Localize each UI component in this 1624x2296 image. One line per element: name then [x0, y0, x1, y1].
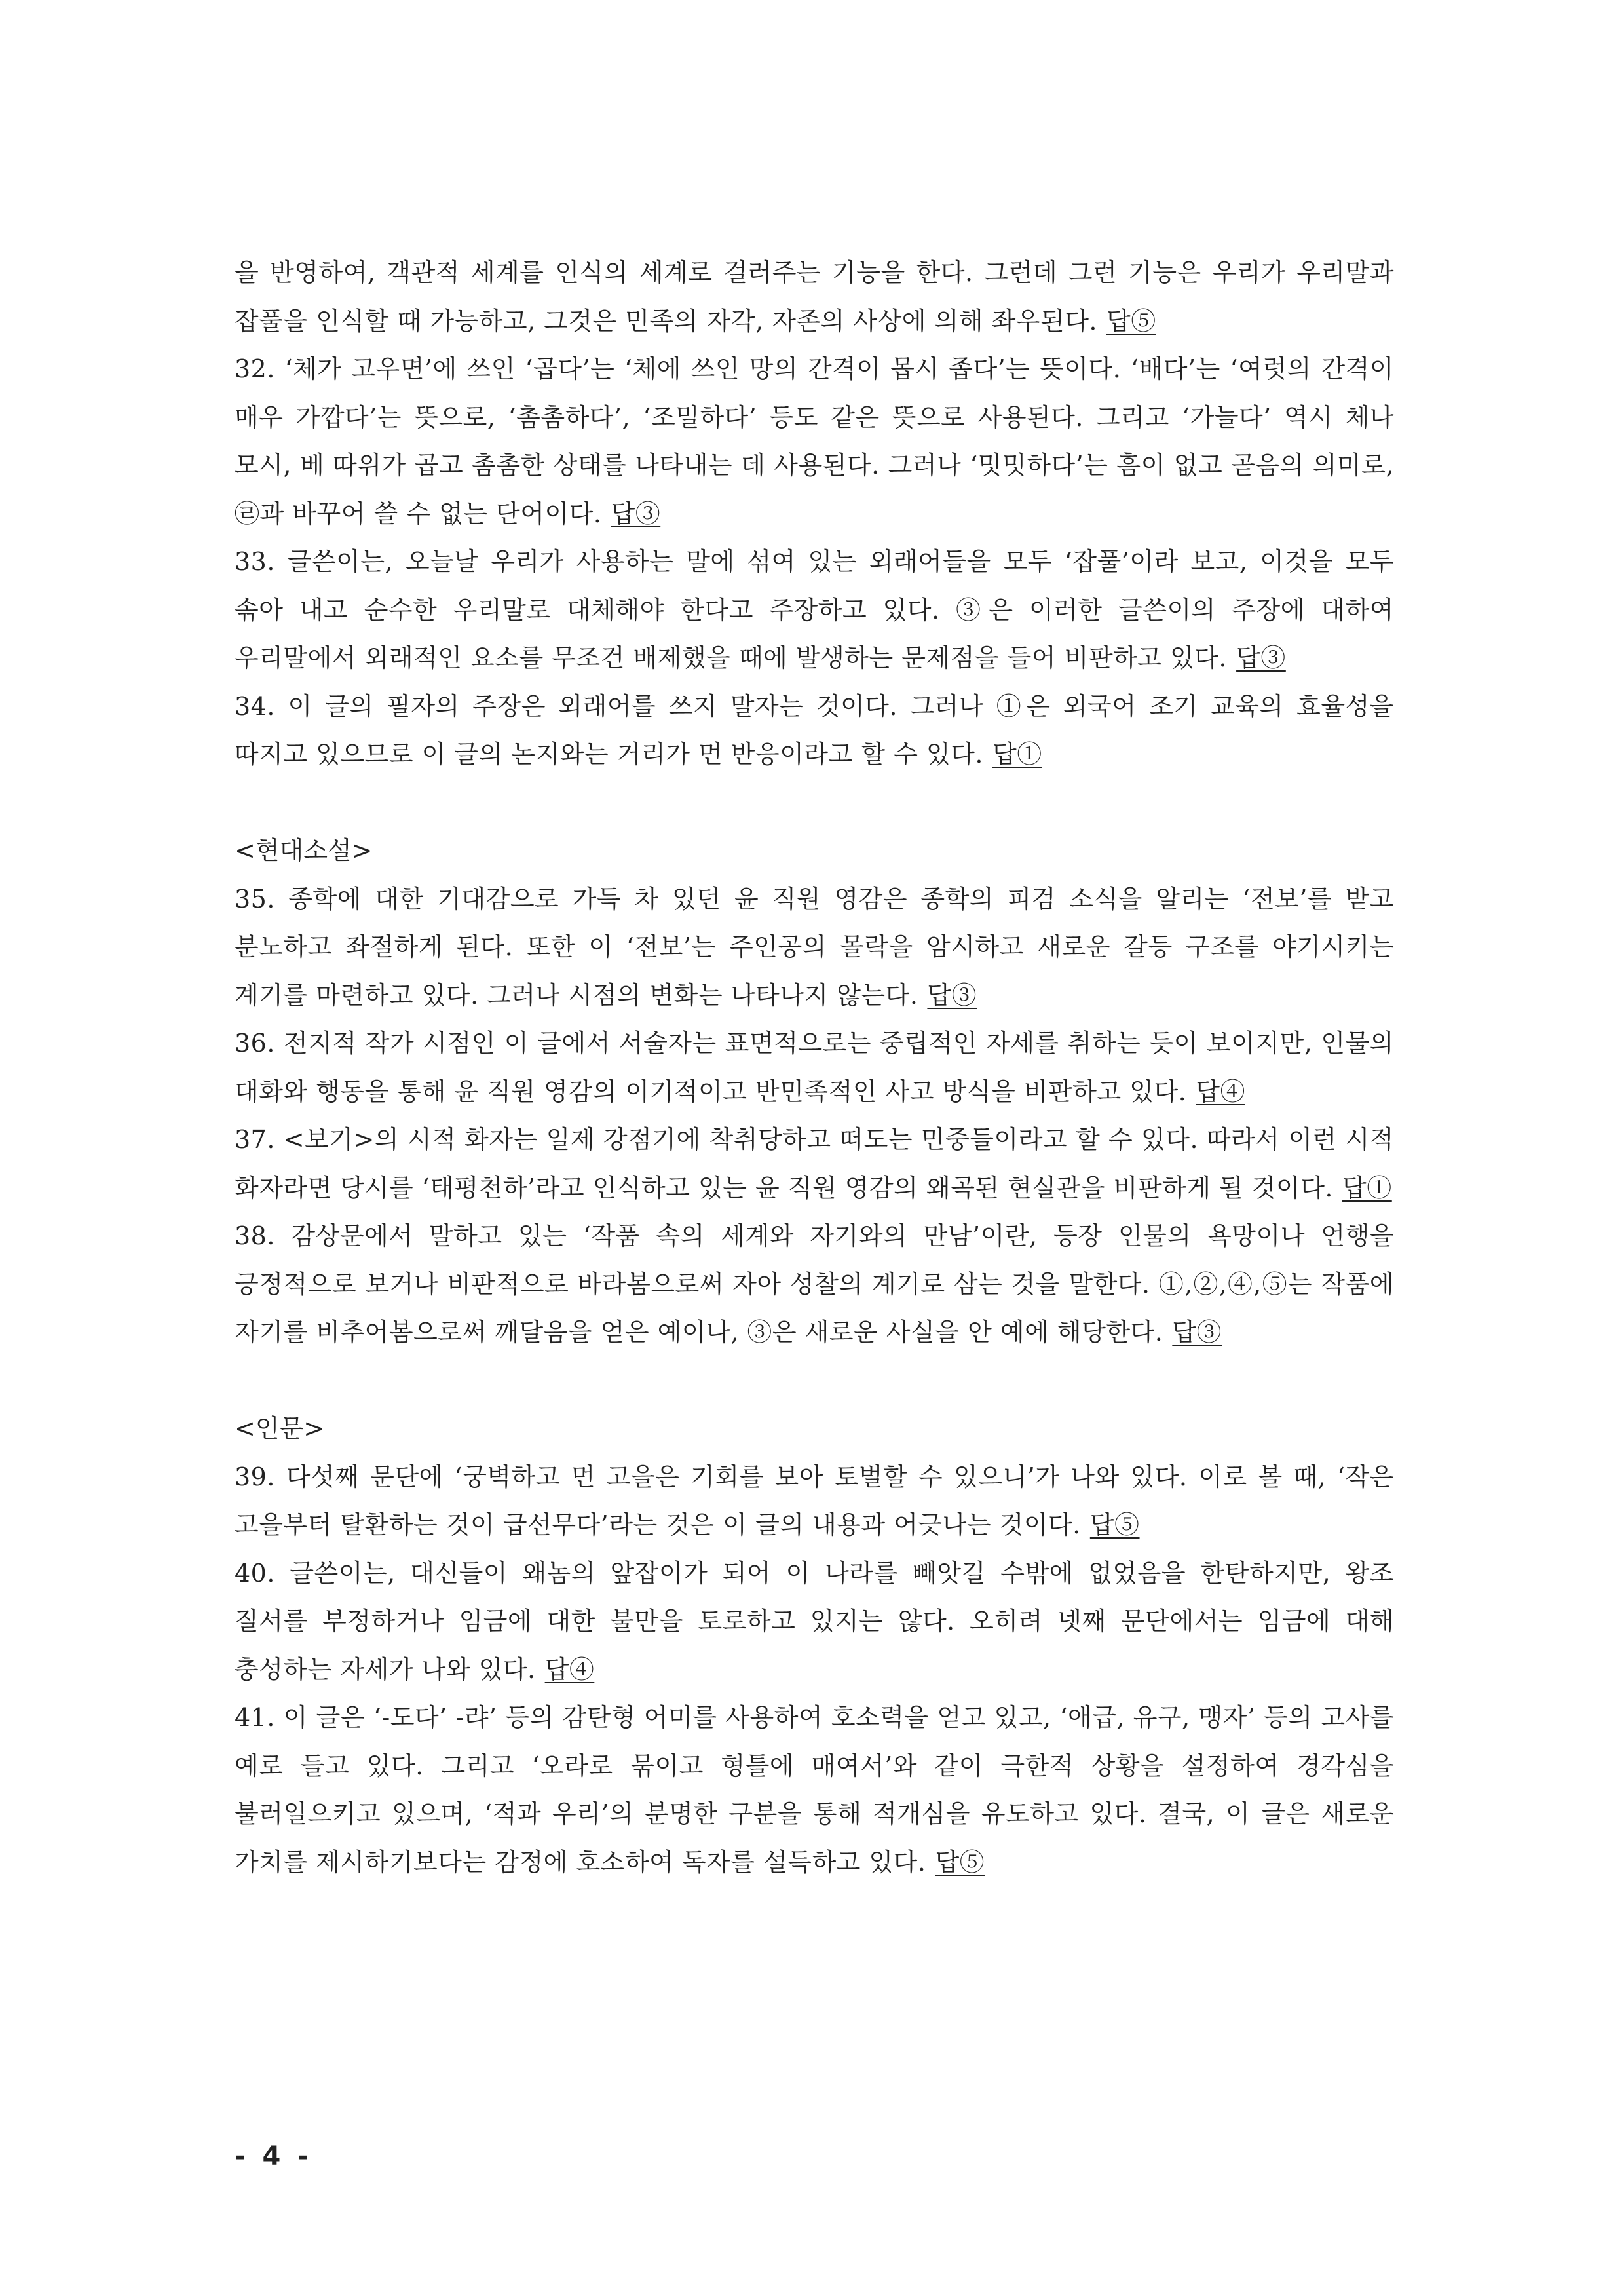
paragraph-q33 — [235, 538, 1394, 683]
paragraph-q35 — [235, 875, 1394, 1020]
section-header-modern-novel: <현대소설> — [235, 836, 373, 865]
paragraph-q36 — [235, 1020, 1394, 1116]
answer-label: 답③ — [1236, 643, 1286, 672]
document-body — [235, 249, 1394, 1886]
paragraph-q41 — [235, 1694, 1394, 1886]
page-number: - 4 - — [235, 2141, 312, 2172]
paragraph-q39 — [235, 1453, 1394, 1550]
paragraph-text: 34. 이 글의 필자의 주장은 외래어를 쓰지 말자는 것이다. 그러나 ①은 외국어 조기 교육의 효율성을 따지고 있으므로 이 글의 논지와는 거리가 먼 반응이라고 할 수 있다. — [235, 691, 1394, 769]
answer-label: 답③ — [611, 499, 661, 528]
paragraph-continuation — [235, 249, 1394, 345]
paragraph-q40 — [235, 1550, 1394, 1694]
answer-label: 답① — [1342, 1173, 1392, 1202]
answer-label: 답③ — [927, 980, 977, 1010]
paragraph-q32 — [235, 345, 1394, 538]
paragraph-text: 38. 감상문에서 말하고 있는 ‘작품 속의 세계와 자기와의 만남’이란, 등장 인물의 욕망이나 언행을 긍정적으로 보거나 비판적으로 바라봄으로써 자아 성찰의 계기로 삼는 것을 말한다. ①,②,④,⑤는 작품에 자기를 비추어봄으로써 깨달음을 얻은 예이나, ③은 새로운 사실을 안 예에 해당한다. — [235, 1221, 1394, 1347]
section-header-humanities: <인문> — [235, 1414, 325, 1443]
paragraph-text: 39. 다섯째 문단에 ‘궁벽하고 먼 고을은 기회를 보아 토벌할 수 있으니’가 나와 있다. 이로 볼 때, ‘작은 고을부터 탈환하는 것이 급선무다’라는 것은 이 글의 내용과 어긋나는 것이다. — [235, 1462, 1394, 1539]
paragraph-text: 을 반영하여, 객관적 세계를 인식의 세계로 걸러주는 기능을 한다. 그런데 그런 기능은 우리가 우리말과 잡풀을 인식할 때 가능하고, 그것은 민족의 자각, 자존의 사상에 의해 좌우된다. — [235, 258, 1394, 335]
answer-label: 답⑤ — [1089, 1510, 1140, 1539]
paragraph-text: 41. 이 글은 ‘-도다’ -랴’ 등의 감탄형 어미를 사용하여 호소력을 얻고 있고, ‘애급, 유구, 맹자’ 등의 고사를 예로 들고 있다. 그리고 ‘오라로 묶이고 형틀에 매여서’와 같이 극한적 상황을 설정하여 경각심을 불러일으키고 있으며, ‘적과 우리’의 분명한 구분을 통해 적개심을 유도하고 있다. 결국, 이 글은 새로운 가치를 제시하기보다는 감정에 호소하여 독자를 설득하고 있다. — [235, 1703, 1394, 1877]
paragraph-text: 33. 글쓴이는, 오늘날 우리가 사용하는 말에 섞여 있는 외래어들을 모두 ‘잡풀’이라 보고, 이것을 모두 솎아 내고 순수한 우리말로 대체해야 한다고 주장하고 있다. ③은 이러한 글쓴이의 주장에 대하여 우리말에서 외래적인 요소를 무조건 배제했을 때에 발생하는 문제점을 들어 비판하고 있다. — [235, 547, 1394, 672]
paragraph-text: 35. 종학에 대한 기대감으로 가득 차 있던 윤 직원 영감은 종학의 피검 소식을 알리는 ‘전보’를 받고 분노하고 좌절하게 된다. 또한 이 ‘전보’는 주인공의 몰락을 암시하고 새로운 갈등 구조를 야기시키는 계기를 마련하고 있다. 그러나 시점의 변화는 나타나지 않는다. — [235, 884, 1394, 1010]
paragraph-text: 37. <보기>의 시적 화자는 일제 강점기에 착취당하고 떠도는 민중들이라고 할 수 있다. 따라서 이런 시적 화자라면 당시를 ‘태평천하’라고 인식하고 있는 윤 직원 영감의 왜곡된 현실관을 비판하게 될 것이다. — [235, 1125, 1394, 1202]
answer-label: 답③ — [1172, 1318, 1222, 1347]
paragraph-text: 36. 전지적 작가 시점인 이 글에서 서술자는 표면적으로는 중립적인 자세를 취하는 듯이 보이지만, 인물의 대화와 행동을 통해 윤 직원 영감의 이기적이고 반민족적인 사고 방식을 비판하고 있다. — [235, 1029, 1394, 1106]
answer-label: 답④ — [544, 1655, 595, 1684]
paragraph-q37 — [235, 1116, 1394, 1212]
paragraph-text: 40. 글쓴이는, 대신들이 왜놈의 앞잡이가 되어 이 나라를 빼앗길 수밖에 없었음을 한탄하지만, 왕조 질서를 부정하거나 임금에 대한 불만을 토로하고 있지는 않다. 오히려 넷째 문단에서는 임금에 대해 충성하는 자세가 나와 있다. — [235, 1558, 1394, 1684]
answer-label: 답④ — [1196, 1077, 1245, 1106]
answer-label: 답⑤ — [935, 1847, 985, 1877]
answer-label: 답① — [992, 740, 1042, 769]
answer-label: 답⑤ — [1106, 306, 1156, 335]
paragraph-q38 — [235, 1212, 1394, 1357]
paragraph-text: 32. ‘체가 고우면’에 쓰인 ‘곱다’는 ‘체에 쓰인 망의 간격이 몹시 좁다’는 뜻이다. ‘배다’는 ‘여럿의 간격이 매우 가깝다’는 뜻으로, ‘촘촘하다’, ‘조밀하다’ 등도 같은 뜻으로 사용된다. 그리고 ‘가늘다’ 역시 체나 모시, 베 따위가 곱고 촘촘한 상태를 나타내는 데 사용된다. 그러나 ‘밋밋하다’는 흠이 없고 곧음의 의미로, ㉣과 바꾸어 쓸 수 없는 단어이다. — [235, 354, 1394, 528]
paragraph-q34 — [235, 683, 1394, 779]
